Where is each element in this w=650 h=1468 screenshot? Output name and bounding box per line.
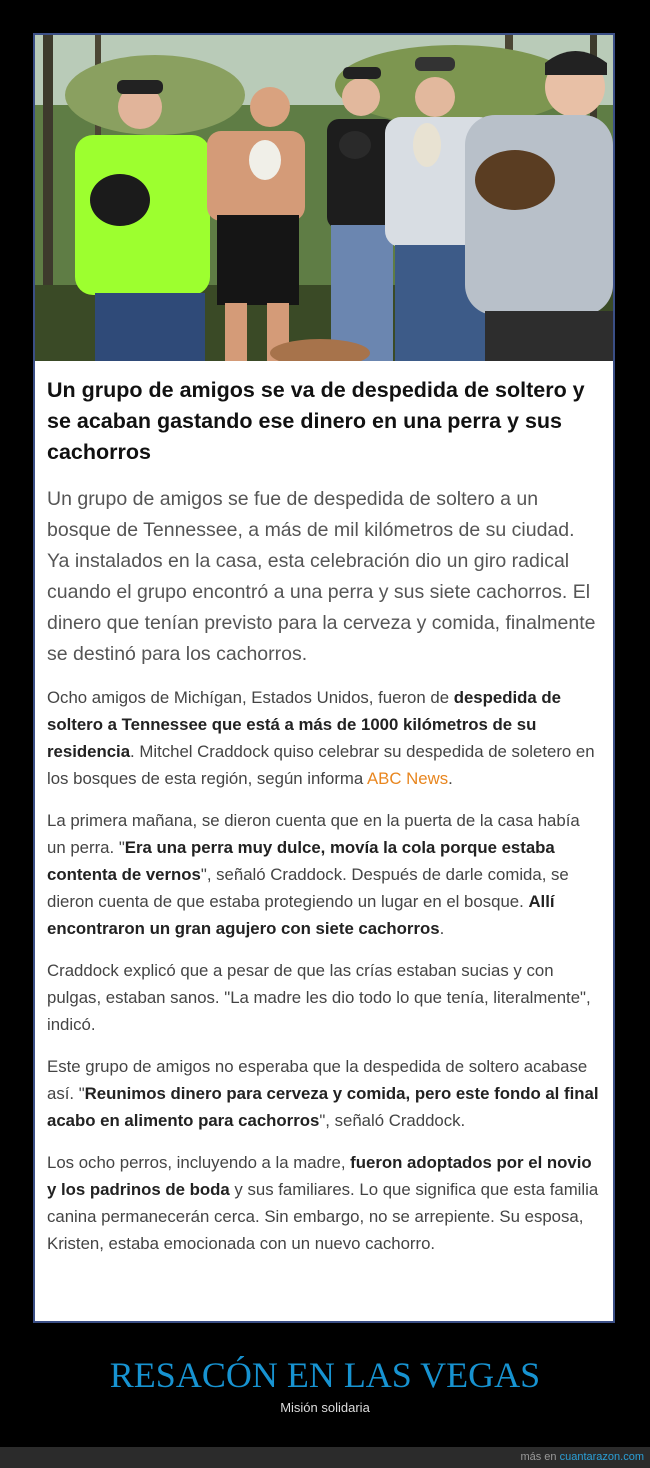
footer-prefix: más en — [520, 1451, 560, 1463]
p2-bold-d: Allí encontraron un gran agujero con siete cachorros — [47, 892, 555, 938]
p2-text-e: . — [439, 919, 445, 938]
abc-news-link[interactable]: ABC News — [366, 769, 449, 788]
p5-bold-b: fueron adoptados por el novio y los padrinos de boda — [47, 1153, 592, 1199]
article-body — [35, 361, 613, 1257]
paragraph-1 — [47, 684, 601, 792]
paragraph-4 — [47, 1053, 601, 1134]
footer-site-link[interactable]: cuantarazon.com — [559, 1451, 644, 1463]
article-photo — [35, 35, 613, 361]
p1-text-c: . Mitchel Craddock quiso celebrar su despedida de soletero en los bosques de esta región, según informa — [47, 742, 595, 788]
p2-bold-b: Era una perra muy dulce, movía la cola porque estaba contenta de vernos — [47, 838, 555, 884]
article-card — [33, 33, 615, 1323]
p1-bold-b: despedida de soltero a Tennessee que está a más de 1000 kilómetros de su residencia — [47, 688, 561, 761]
paragraph-3: Craddock explicó que a pesar de que las crías estaban sucias y con pulgas, estaban sanos. "La madre les dio todo lo que tenía, literalmente", indicó. — [47, 961, 591, 1034]
article-lead: Un grupo de amigos se fue de despedida de soltero a un bosque de Tennessee, a más de mil kilómetros de su ciudad. Ya instalados en la casa, esta celebración dio un giro radical cuando el grupo encontró a una perra y sus siete cachorros. El dinero que tenían previsto para la cerveza y comida, finalmente se destinó para los cachorros. — [47, 488, 596, 665]
p1-text-d: . — [448, 769, 453, 788]
article-headline: Un grupo de amigos se va de despedida de soltero y se acaban gastando ese dinero en una perra y sus cachorros — [47, 378, 585, 464]
p5-text-a: Los ocho perros, incluyendo a la madre, — [47, 1153, 351, 1172]
p1-text-a: Ocho amigos de Michígan, Estados Unidos, fueron de — [47, 688, 454, 707]
p4-bold-b: Reunimos dinero para cerveza y comida, pero este fondo al final acabo en alimento para cachorros — [47, 1084, 599, 1130]
p2-text-c: ", señaló Craddock. Después de darle comida, se dieron cuenta de que estaba protegiendo un lugar en el bosque. — [47, 865, 569, 911]
caption-title: RESACÓN EN LAS VEGAS — [109, 1355, 541, 1395]
caption-subtitle: Misión solidaria — [280, 1400, 370, 1415]
p4-text-a: Este grupo de amigos no esperaba que la despedida de soltero acabase así. " — [47, 1057, 588, 1103]
paragraph-2 — [47, 807, 601, 942]
footer-bar — [0, 1447, 650, 1468]
p4-text-c: ", señaló Craddock. — [319, 1111, 466, 1130]
p5-text-c: y sus familiares. Lo que significa que esta familia canina permanecerán cerca. Sin embargo, no se arrepiente. Su esposa, Kristen, estaba emocionada con un nuevo cachorro. — [47, 1180, 599, 1253]
photo-illustration — [35, 35, 613, 361]
paragraph-5 — [47, 1149, 601, 1257]
p2-text-a: La primera mañana, se dieron cuenta que en la puerta de la casa había un perra. " — [47, 811, 580, 857]
